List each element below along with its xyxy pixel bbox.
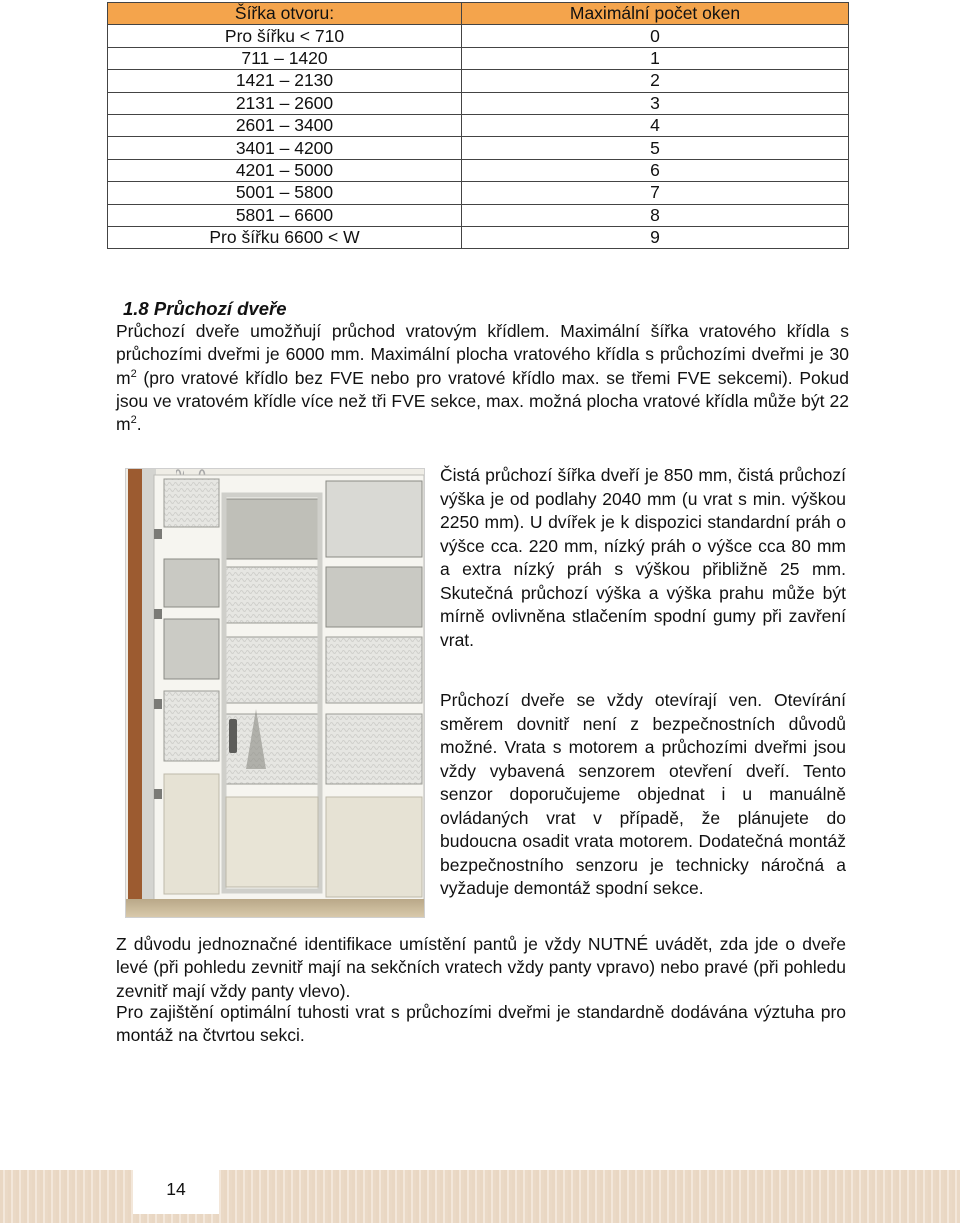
table-row	[108, 226, 849, 248]
window-count-cell: 4	[462, 114, 849, 136]
intro-text-b: (pro vratové křídlo bez FVE nebo pro vratové křídlo max. se třemi FVE sekcemi). Pokud jsou ve vratovém křídle více než tři FVE sekce, max. možná plocha vratové křídla může být 22 m	[116, 367, 849, 435]
width-range-cell: 2131 – 2600	[108, 92, 462, 114]
width-range-cell: 4201 – 5000	[108, 159, 462, 181]
table-row	[108, 25, 849, 47]
width-range-cell: 5801 – 6600	[108, 204, 462, 226]
section-heading: 1.8 Průchozí dveře	[123, 298, 287, 319]
width-range-cell: 1421 – 2130	[108, 70, 462, 92]
table-row	[108, 159, 849, 181]
intro-paragraph	[116, 320, 849, 436]
intro-text-a: Průchozí dveře umožňují průchod vratovým křídlem. Maximální šířka vratového křídla s průchozími dveřmi je 6000 mm. Maximální plocha vratového křídla s průchozími dveřmi je 30 m	[116, 321, 849, 388]
superscript-2b: 2	[130, 414, 137, 427]
window-count-cell: 5	[462, 137, 849, 159]
header-cell-width: Šířka otvoru:	[108, 3, 462, 25]
table-row	[108, 204, 849, 226]
width-range-cell: 2601 – 3400	[108, 114, 462, 136]
table-row	[108, 114, 849, 136]
window-count-cell: 8	[462, 204, 849, 226]
opening-paragraph: Průchozí dveře se vždy otevírají ven. Otevírání směrem dovnitř není z bezpečnostních důvodů možné. Vrata s motorem a průchozími dveřmi jsou vždy vybavená senzorem otevření dveří. Tento senzor doporučujeme objednat i u manuálně ovládaných vrat v případě, že plánujete do budoucna osadit vrata motorem. Dodatečná montáž bezpečnostního senzoru je technicky náročná a vyžaduje demontáž spodní sekce.	[440, 690, 846, 898]
header-cell-count: Maximální počet oken	[462, 3, 849, 25]
window-count-cell: 2	[462, 70, 849, 92]
window-count-cell: 1	[462, 47, 849, 69]
width-range-cell: 3401 – 4200	[108, 137, 462, 159]
door-illustration	[126, 469, 424, 917]
table-row	[108, 92, 849, 114]
window-count-cell: 7	[462, 182, 849, 204]
table-row	[108, 47, 849, 69]
intro-text-c: .	[136, 414, 142, 435]
dimensions-paragraph: Čistá průchozí šířka dveří je 850 mm, čistá průchozí výška je od podlahy 2040 mm (u vrat s min. výškou 2250 mm). U dvířek je k dispozici standardní práh o výšce cca. 220 mm, nízký práh o výšce cca 80 mm a extra nízký práh s výškou přibližně 25 mm. Skutečná průchozí výška a výška prahu může být mírně ovlivněna stlačením spodní gumy při zavření vrat.	[440, 465, 846, 650]
table-row	[108, 182, 849, 204]
reinforcement-paragraph: Pro zajištění optimální tuhosti vrat s průchozími dveřmi je standardně dodávána výztuha pro montáž na čtvrtou sekci.	[116, 1002, 846, 1046]
table-row	[108, 70, 849, 92]
window-count-cell: 6	[462, 159, 849, 181]
width-range-cell: 711 – 1420	[108, 47, 462, 69]
table-row	[108, 137, 849, 159]
hinges-paragraph: Z důvodu jednoznačné identifikace umístění pantů je vždy NUTNÉ uvádět, zda jde o dveře levé (při pohledu zevnitř mají na sekčních vratech vždy panty vpravo) nebo pravé (při pohledu zevnitř mají vždy panty vlevo).	[116, 934, 846, 1001]
window-count-cell: 9	[462, 226, 849, 248]
window-count-cell: 0	[462, 25, 849, 47]
window-count-cell: 3	[462, 92, 849, 114]
window-count-table	[107, 2, 849, 249]
page-number: 14	[133, 1164, 219, 1214]
width-range-cell: Pro šířku < 710	[108, 25, 462, 47]
table-header-row	[108, 3, 849, 25]
superscript-2: 2	[130, 367, 137, 380]
width-range-cell: 5001 – 5800	[108, 182, 462, 204]
width-range-cell: Pro šířku 6600 < W	[108, 226, 462, 248]
door-photo	[125, 468, 425, 918]
